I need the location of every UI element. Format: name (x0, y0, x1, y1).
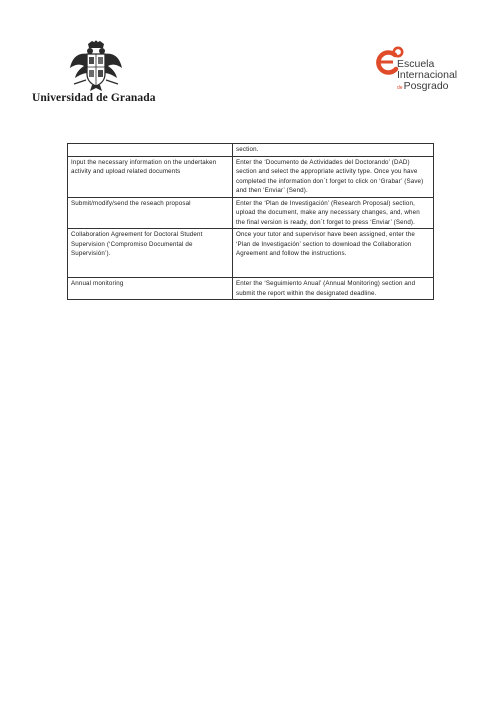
graduate-school-de-prefix: de (397, 85, 403, 91)
instructions-cell: Once your tutor and supervisor have been assigned, enter the ‘Plan de Investigación’ section to download the Collaboration Agreement and follow the instructions. (233, 229, 434, 278)
task-cell (68, 144, 233, 157)
table-row (68, 229, 434, 278)
instructions-cell: section. (233, 144, 434, 157)
task-cell: Submit/modify/send the reseach proposal (68, 197, 233, 229)
table-row (68, 156, 434, 197)
task-cell: Annual monitoring (68, 278, 233, 300)
instructions-cell: Enter the ‘Plan de Investigación’ (Research Proposal) section, upload the document, make any necessary changes, and, when the final version is ready, don´t forget to press ‘Enviar’ (Send). (233, 197, 434, 229)
table-row (68, 278, 434, 300)
instructions-table (67, 143, 434, 300)
graduate-school-posgrado: Posgrado (403, 80, 449, 92)
task-cell: Input the necessary information on the undertaken activity and upload related documents (68, 156, 233, 197)
graduate-school-line-2: Internacional (397, 69, 458, 81)
table-row (68, 197, 434, 229)
coat-of-arms-icon (68, 40, 124, 92)
university-logo (30, 40, 170, 106)
task-cell: Collaboration Agreement for Doctoral Student Supervision (‘Compromiso Documental de Supervisión’). (68, 229, 233, 278)
university-name: Universidad de Granada (32, 92, 156, 104)
graduate-school-name (397, 59, 457, 94)
table-row (68, 144, 434, 157)
graduate-school-line-3 (397, 81, 457, 94)
instructions-cell: Enter the ‘Documento de Actividades del Doctorando’ (DAD) section and select the appropriate activity type. Once you have completed the information don´t forget to click on ‘Grabar’ (Save) and then ‘Enviar’ (Send). (233, 156, 434, 197)
graduate-school-line-1: Escuela (397, 58, 435, 70)
instructions-cell: Enter the ‘Seguimiento Anual’ (Annual Monitoring) section and submit the report within the designated deadline. (233, 278, 434, 300)
graduate-school-logo (373, 46, 473, 102)
